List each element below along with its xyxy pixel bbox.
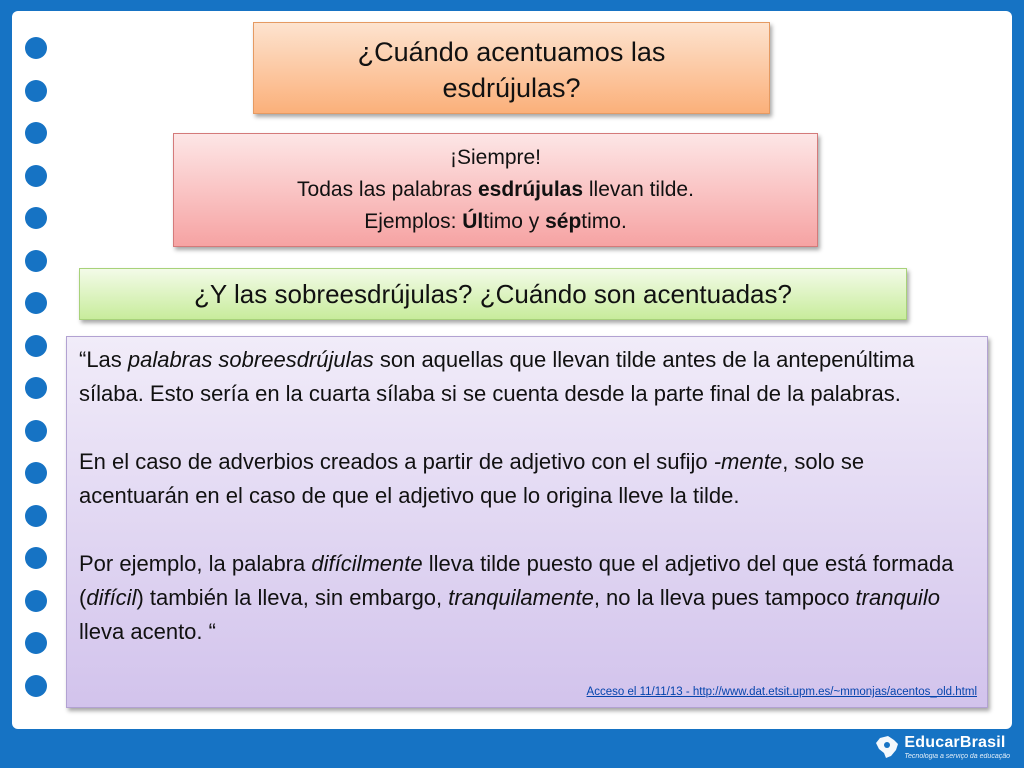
source-link[interactable]: Acceso el 11/11/13 - http://www.dat.etsit.upm.es/~mmonjas/acentos_old.html	[586, 686, 977, 698]
answer-bold-word: esdrújulas	[478, 178, 584, 201]
quote-text: “Las	[79, 347, 128, 372]
binder-hole-icon	[25, 80, 47, 102]
brazil-map-icon	[874, 734, 900, 760]
binder-hole-icon	[25, 590, 47, 612]
educarbrasil-logo	[874, 732, 1010, 762]
quote-paragraph-1	[79, 343, 975, 411]
title-line-2: esdrújulas?	[442, 73, 581, 103]
answer-text: llevan tilde.	[583, 178, 694, 201]
binder-hole-icon	[25, 250, 47, 272]
question-box	[79, 268, 907, 320]
binder-hole-icon	[25, 420, 47, 442]
binder-hole-icon	[25, 335, 47, 357]
quote-text: son aquellas que llevan tilde antes de la antepenúltima sílaba. Esto sería en la cuarta sílaba si se cuenta desde la parte final de la palabras.	[79, 347, 915, 406]
title-line-1: ¿Cuándo acentuamos las	[357, 37, 666, 67]
answer-text: Todas las palabras	[297, 178, 478, 201]
binder-hole-icon	[25, 377, 47, 399]
quote-italic: palabras sobreesdrújulas	[127, 347, 374, 372]
binder-hole-icon	[25, 505, 47, 527]
answer-text: Ejemplos:	[364, 210, 463, 233]
quote-italic: difícilmente	[311, 551, 423, 576]
quote-text: ) también la lleva, sin embargo,	[136, 585, 449, 610]
binder-hole-icon	[25, 632, 47, 654]
answer-line-2	[174, 174, 817, 206]
quote-italic: -mente	[713, 449, 783, 474]
binder-hole-icon	[25, 292, 47, 314]
stressed-syllable: sép	[545, 210, 582, 233]
quote-text: lleva acento. “	[79, 619, 216, 644]
quote-text: lleva tilde puesto que el adjetivo del que está formada (	[79, 551, 954, 610]
answer-text: timo.	[581, 210, 627, 233]
quote-italic: difícil	[86, 585, 137, 610]
binder-hole-icon	[25, 462, 47, 484]
answer-box	[173, 133, 818, 247]
logo-main-text: EducarBrasil	[904, 733, 1006, 751]
answer-line-3	[174, 206, 817, 238]
quote-text: Por ejemplo, la palabra	[79, 551, 312, 576]
question-text: ¿Y las sobreesdrújulas? ¿Cuándo son acentuadas?	[194, 279, 792, 309]
stressed-syllable: Úl	[462, 210, 484, 233]
logo-tagline: Tecnologia a serviço da educação	[904, 752, 1010, 760]
quote-paragraph-3	[79, 547, 975, 649]
binder-hole-icon	[25, 547, 47, 569]
quote-text: En el caso de adverbios creados a partir de adjetivo con el sufijo	[79, 449, 714, 474]
binder-hole-icon	[25, 165, 47, 187]
quote-text: , no la lleva pues tampoco	[593, 585, 856, 610]
quote-italic: tranquilo	[855, 585, 940, 610]
quote-italic: tranquilamente	[448, 585, 594, 610]
binder-hole-icon	[25, 207, 47, 229]
quote-box	[66, 336, 988, 708]
quote-text: , solo se acentuarán en el caso de que el adjetivo que lo origina lleve la tilde.	[79, 449, 865, 508]
logo-text	[904, 735, 1010, 760]
binder-hole-icon	[25, 37, 47, 59]
binder-hole-icon	[25, 122, 47, 144]
answer-text: timo y	[483, 210, 546, 233]
title-box	[253, 22, 770, 114]
answer-line-1: ¡Siempre!	[449, 146, 542, 169]
quote-paragraph-2	[79, 445, 975, 513]
binder-hole-icon	[25, 675, 47, 697]
